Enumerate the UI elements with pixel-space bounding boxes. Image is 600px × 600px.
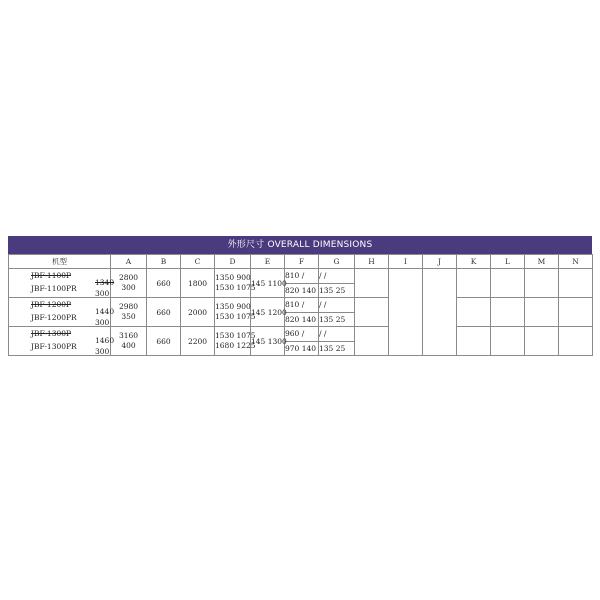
cell-a: 2800 300	[111, 269, 147, 298]
cell-e: 145 1200	[251, 298, 285, 327]
header-a: A	[111, 255, 147, 269]
cell-e: 145 1300	[251, 327, 285, 356]
header-m: M	[525, 255, 559, 269]
cell-g: / /	[319, 327, 355, 342]
cell-m	[525, 327, 559, 356]
cell-l	[491, 298, 525, 327]
model-value: 1340	[95, 278, 115, 287]
model-name: JBF-1200P	[31, 300, 72, 309]
model-value: 1440	[95, 307, 115, 316]
cell-n	[559, 327, 593, 356]
model-cell	[9, 298, 115, 327]
header-c: C	[181, 255, 215, 269]
cell-d: 1350 900 1530 1075	[215, 269, 251, 298]
cell-f: 960 /	[285, 327, 319, 342]
cell-g: 135 25	[319, 283, 355, 298]
header-model: 机型	[9, 255, 111, 269]
cell-c: 1800	[181, 269, 215, 298]
model-name: JBF-1300P	[31, 329, 72, 338]
header-e: E	[251, 255, 285, 269]
cell-d: 1350 900 1530 1075	[215, 298, 251, 327]
table-row	[9, 327, 593, 342]
cell-l	[491, 269, 525, 298]
header-h: H	[355, 255, 389, 269]
table-row	[9, 298, 593, 313]
model-name: JBF-1300PR	[31, 342, 77, 351]
cell-g: / /	[319, 269, 355, 284]
cell-k	[457, 327, 491, 356]
dimensions-sheet	[8, 236, 592, 356]
header-b: B	[147, 255, 181, 269]
header-j: J	[423, 255, 457, 269]
table-banner: 外形尺寸 OVERALL DIMENSIONS	[8, 236, 592, 254]
cell-m	[525, 269, 559, 298]
cell-f: 970 140	[285, 341, 319, 356]
dimensions-table	[8, 254, 593, 356]
cell-j	[423, 269, 457, 356]
cell-n	[559, 269, 593, 298]
header-i: I	[389, 255, 423, 269]
cell-l	[491, 327, 525, 356]
cell-i	[389, 269, 423, 356]
cell-a: 3160 400	[111, 327, 147, 356]
cell-n	[559, 298, 593, 327]
model-name: JBF-1200PR	[31, 313, 77, 322]
cell-k	[457, 298, 491, 327]
cell-c: 2000	[181, 298, 215, 327]
cell-b: 660	[147, 298, 181, 327]
header-l: L	[491, 255, 525, 269]
cell-h	[355, 327, 389, 356]
model-name: JBF-1100PR	[31, 284, 77, 293]
cell-k	[457, 269, 491, 298]
model-value: 300	[95, 318, 110, 327]
header-row	[9, 255, 593, 269]
cell-f: 810 /	[285, 269, 319, 284]
model-value: 300	[95, 347, 110, 356]
cell-d: 1530 1075 1680 1225	[215, 327, 251, 356]
cell-g: / /	[319, 298, 355, 313]
model-cell	[9, 269, 115, 298]
cell-b: 660	[147, 327, 181, 356]
cell-h	[355, 298, 389, 327]
cell-f: 820 140	[285, 283, 319, 298]
cell-f: 810 /	[285, 298, 319, 313]
model-cell	[9, 327, 115, 356]
cell-b: 660	[147, 269, 181, 298]
model-value: 300	[95, 289, 110, 298]
model-value: 1460	[95, 336, 115, 345]
cell-h	[355, 269, 389, 298]
table-row	[9, 269, 593, 284]
cell-e: 145 1100	[251, 269, 285, 298]
header-n: N	[559, 255, 593, 269]
cell-c: 2200	[181, 327, 215, 356]
header-g: G	[319, 255, 355, 269]
header-f: F	[285, 255, 319, 269]
cell-g: 135 25	[319, 312, 355, 327]
header-k: K	[457, 255, 491, 269]
cell-g: 135 25	[319, 341, 355, 356]
cell-f: 820 140	[285, 312, 319, 327]
header-d: D	[215, 255, 251, 269]
cell-a: 2980 350	[111, 298, 147, 327]
model-name: JBF-1100P	[31, 271, 72, 280]
cell-m	[525, 298, 559, 327]
